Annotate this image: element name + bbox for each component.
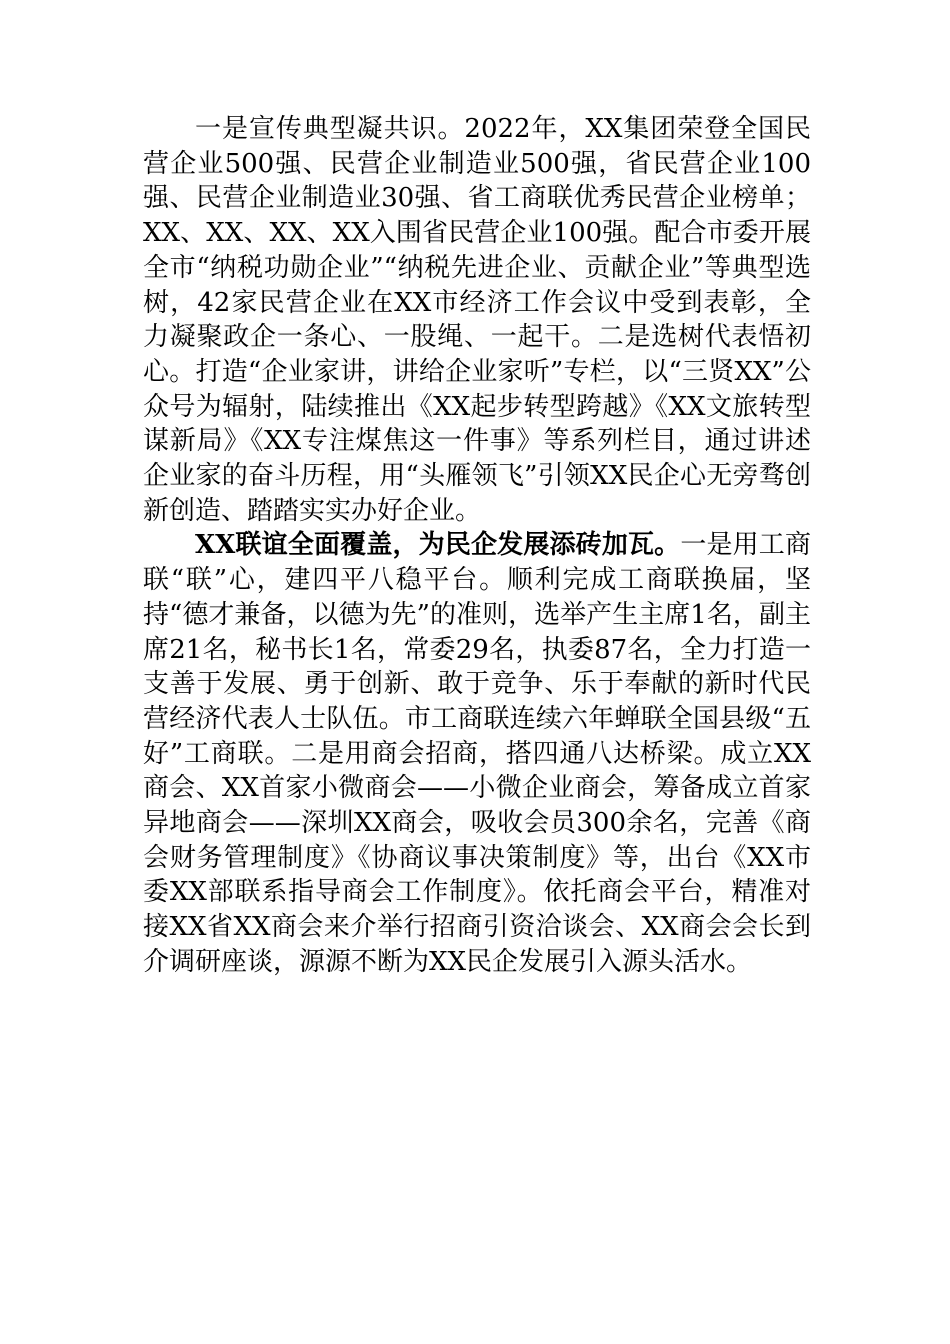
paragraph-1-text: 一是宣传典型凝共识。2022年，XX集团荣登全国民营企业500强、民营企业制造业500强，省民营企业100强、民营企业制造业30强、省工商联优秀民营企业榜单；XX、XX、XX、XX入围省民营企业100强。配合市委开展全市“纳税功勋企业”“纳税先进企业、贡献企业”等典型选树，42家民营企业在XX市经济工作会议中受到表彰，全力凝聚政企一条心、一股绳、一起干。二是选树代表悟初心。打造“企业家讲，讲给企业家听”专栏，以“三贤XX”公众号为辐射，陆续推出《XX起步转型跨越》《XX文旅转型谋新局》《XX专注煤焦这一件事》等系列栏目，通过讲述企业家的奋斗历程，用“头雁领飞”引领XX民企心无旁骛创新创造、踏踏实实办好企业。 xyxy=(143,114,811,526)
document-body xyxy=(143,112,811,980)
paragraph-2 xyxy=(143,528,811,979)
paragraph-2-lead: XX联谊全面覆盖，为民企发展添砖加瓦。 xyxy=(195,530,681,561)
paragraph-2-text: 一是用工商联“联”心，建四平八稳平台。顺利完成工商联换届，坚持“德才兼备，以德为先”的准则，选举产生主席1名，副主席21名，秘书长1名，常委29名，执委87名，全力打造一支善于发展、勇于创新、敢于竞争、乐于奉献的新时代民营经济代表人士队伍。市工商联连续六年蝉联全国县级“五好”工商联。二是用商会招商，搭四通八达桥梁。成立XX商会、XX首家小微商会——小微企业商会，筹备成立首家异地商会——深圳XX商会，吸收会员300余名，完善《商会财务管理制度》《协商议事决策制度》等，出台《XX市委XX部联系指导商会工作制度》。依托商会平台，精准对接XX省XX商会来介举行招商引资洽谈会、XX商会会长到介调研座谈，源源不断为XX民企发展引入源头活水。 xyxy=(143,530,811,977)
paragraph-1 xyxy=(143,112,811,528)
